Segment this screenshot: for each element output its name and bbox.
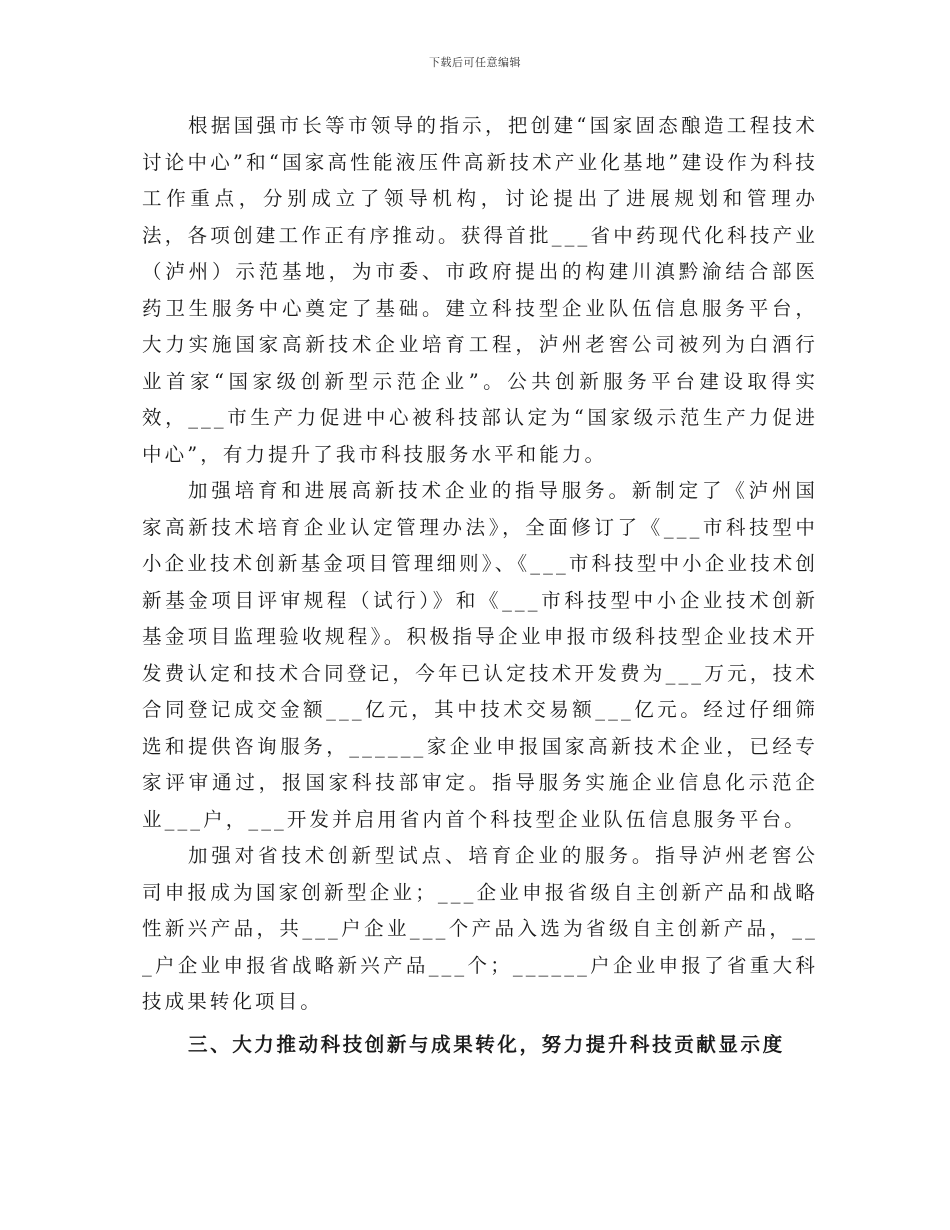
paragraph: 加强对省技术创新型试点、培育企业的服务。指导泸州老窖公司申报成为国家创新型企业；___企业申报省级自主创新产品和战略性新兴产品，共___户企业___个产品入选为省级自主创新产品，___户企业申报省战略新兴产品___个；______户企业申报了省重大科技成果转化项目。 <box>142 844 818 1013</box>
paragraph: 根据国强市长等市领导的指示，把创建“国家固态酿造工程技术讨论中心”和“国家高性能液压件高新技术产业化基地”建设作为科技工作重点，分别成立了领导机构，讨论提出了进展规划和管理办法，各项创建工作正有序推动。获得首批___省中药现代化科技产业（泸州）示范基地，为市委、市政府提出的构建川滇黔渝结合部医药卫生服务中心奠定了基础。建立科技型企业队伍信息服务平台，大力实施国家高新技术企业培育工程，泸州老窖公司被列为白酒行业首家“国家级创新型示范企业”。公共创新服务平台建设取得实效，___市生产力促进中心被科技部认定为“国家级示范生产力促进中心”，有力提升了我市科技服务水平和能力。 <box>142 114 818 466</box>
section-heading: 三、大力推动科技创新与成果转化，努力提升科技贡献显示度 <box>188 1032 785 1056</box>
header-note: 下载后可任意编辑 <box>429 56 521 69</box>
paragraph: 加强培育和进展高新技术企业的指导服务。新制定了《泸州国家高新技术培育企业认定管理办法》，全面修订了《___市科技型中小企业技术创新基金项目管理细则》、《___市科技型中小企业技术创新基金项目评审规程（试行）》和《___市科技型中小企业技术创新基金项目监理验收规程》。积极指导企业申报市级科技型企业技术开发费认定和技术合同登记，今年已认定技术开发费为___万元，技术合同登记成交金额___亿元，其中技术交易额___亿元。经过仔细筛选和提供咨询服务，______家企业申报国家高新技术企业，已经专家评审通过，报国家科技部审定。指导服务实施企业信息化示范企业___户，___开发并启用省内首个科技型企业队伍信息服务平台。 <box>142 479 818 831</box>
document-body <box>142 108 818 1063</box>
